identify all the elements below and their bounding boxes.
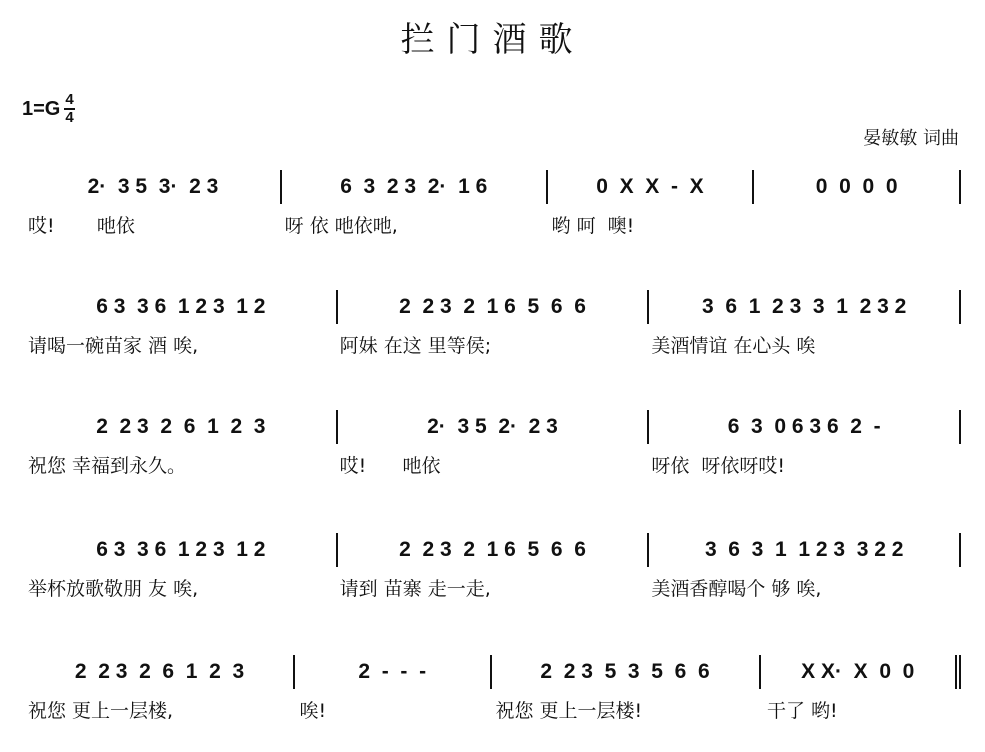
lyrics-row — [26, 330, 961, 358]
final-measure: X X· X 0 0 — [761, 655, 961, 689]
time-signature — [64, 92, 74, 126]
lyric: 阿妹 在这 里等侯; — [339, 334, 492, 357]
measure: 0 X X - X — [548, 170, 755, 204]
lyric: 请到 苗寨 走一走, — [339, 577, 491, 600]
lyric: 呀 依 吔依吔, — [284, 214, 398, 237]
measure: 6 3 3 6 1 2 3 1 2 — [26, 533, 338, 567]
lyric: 祝您 更上一层楼, — [28, 699, 174, 722]
lyric: 哟 呵 噢! — [551, 214, 635, 237]
lyric: 呀依 呀依呀哎! — [651, 454, 786, 477]
lyrics-row — [26, 210, 961, 238]
lyrics-row — [26, 450, 961, 478]
lyric: 美酒情谊 在心头 唉 — [651, 334, 816, 357]
notes-row — [26, 290, 961, 324]
song-title: 拦门酒歌 — [400, 20, 585, 60]
lyric: 哎! 吔依 — [28, 214, 135, 237]
lyric: 请喝一碗苗家 酒 唉, — [28, 334, 199, 357]
lyric: 美酒香醇喝个 够 唉, — [651, 577, 822, 600]
measure: 6 3 2 3 2· 1 6 — [282, 170, 548, 204]
measure: 2· 3 5 3· 2 3 — [26, 170, 282, 204]
lyric: 祝您 更上一层楼! — [495, 699, 643, 722]
measure: 2 2 3 2 6 1 2 3 — [26, 655, 295, 689]
measure: 0 0 0 0 — [754, 170, 961, 204]
lyrics-row — [26, 573, 961, 601]
measure: 2 2 3 2 6 1 2 3 — [26, 410, 338, 444]
time-signature-top: 4 — [65, 91, 74, 108]
measure: 6 3 0 6 3 6 2 - — [649, 410, 961, 444]
key-label: 1=G — [22, 97, 61, 120]
measure: 2 2 3 2 1 6 5 6 6 — [338, 533, 650, 567]
measure: 2 - - - — [295, 655, 491, 689]
notes-row — [26, 655, 961, 689]
lyric: 举杯放歌敬朋 友 唉, — [28, 577, 199, 600]
time-signature-bottom: 4 — [65, 109, 74, 126]
notes-row — [26, 410, 961, 444]
lyric: 哎! 吔依 — [339, 454, 441, 477]
lyric: 唉! — [299, 699, 327, 722]
lyric: 祝您 幸福到永久。 — [28, 454, 187, 477]
lyrics-row — [26, 695, 961, 723]
measure: 2 2 3 2 1 6 5 6 6 — [338, 290, 650, 324]
lyric: 干了 哟! — [766, 699, 838, 722]
measure: 2 2 3 5 3 5 6 6 — [492, 655, 761, 689]
notes-row — [26, 533, 961, 567]
notes-row — [26, 170, 961, 204]
measure: 3 6 1 2 3 3 1 2 3 2 — [649, 290, 961, 324]
measure: 3 6 3 1 1 2 3 3 2 2 — [649, 533, 961, 567]
composer-credit: 晏敏敏 词曲 — [863, 128, 959, 149]
measure: 2· 3 5 2· 2 3 — [338, 410, 650, 444]
measure: 6 3 3 6 1 2 3 1 2 — [26, 290, 338, 324]
key-signature — [22, 92, 75, 126]
